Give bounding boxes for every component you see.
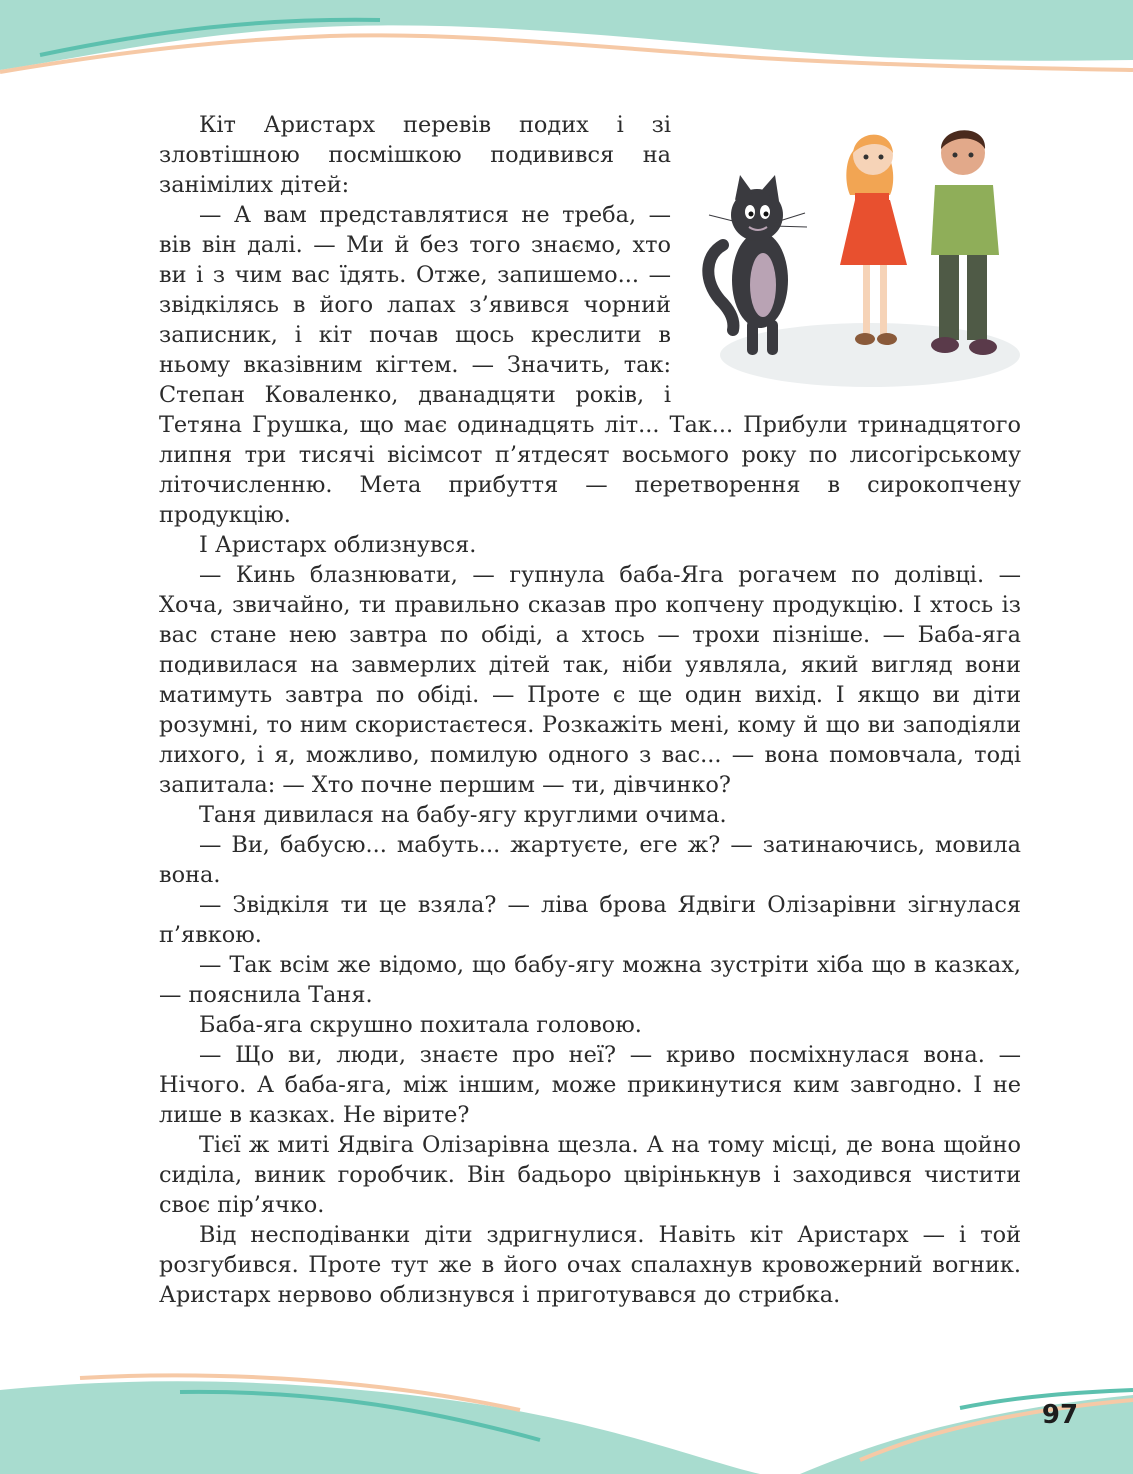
paragraph: — Що ви, люди, знаєте про неї? — криво посміхнулася вона. — Нічого. А баба-яга, між іншим, може прикинутися ким завгодно. І не лише в казках. Не вірите?: [159, 1042, 1021, 1128]
paragraph: — Звідкіля ти це взяла? — ліва брова Ядвіги Олізарівни зігнулася п’явкою.: [159, 892, 1021, 948]
paragraph: Кіт Аристарх перевів подих і зі зловтішною посмішкою подивився на занімілих дітей:: [159, 112, 671, 198]
paragraph: — А вам представлятися не треба, — вів він далі. — Ми й без того знаємо, хто ви і з чим вас їдять. Отже, запишемо... — звідкілясь в його лапах з’явився чорний записник, і кіт почав щось креслити в ньому вказівним кігтем. — Значить, так: Степан Коваленко, дванадцяти років, і Тетяна Грушка, що має одинадцять літ... Так... Прибули тринадцятого липня три тисячі вісімсот п’ятдесят восьмого року по лисогірському літочисленню. Мета прибуття — перетворення в сирокопчену продукцію.: [159, 202, 1021, 528]
paragraph: Від несподіванки діти здригнулися. Навіть кіт Аристарх — і той розгубився. Проте тут же в його очах спалахнув кровожерний вогник. Аристарх нервово облизнувся і приготувався до стрибка.: [159, 1222, 1021, 1308]
story-text: [159, 110, 1021, 1310]
paragraph: — Так всім же відомо, що бабу-ягу можна зустріти хіба що в казках, — пояснила Таня.: [159, 952, 1021, 1008]
paragraph: І Аристарх облизнувся.: [199, 532, 477, 558]
illustration-space: [671, 110, 1021, 410]
paragraph: Таня дивилася на бабу-ягу круглими очима.: [199, 802, 727, 828]
page-number: 97: [1041, 1400, 1079, 1430]
paragraph: — Кинь блазнювати, — гупнула баба-Яга рогачем по долівці. — Хоча, звичайно, ти правильно сказав про копчену продукцію. І хтось із вас стане нею завтра по обіді, а хтось — трохи пізніше. — Баба-яга подивилася на завмерлих дітей так, ніби уявляла, який вигляд вони матимуть завтра по обіді. — Проте є ще один вихід. І якщо ви діти розумні, то ним скористаєтеся. Розкажіть мені, кому й що ви заподіяли лихого, і я, можливо, помилую одного з вас... — вона помовчала, тоді запитала: — Хто почне першим — ти, дівчинко?: [159, 562, 1021, 798]
bottom-decorative-band: [0, 1370, 1133, 1474]
paragraph: — Ви, бабусю... мабуть... жартуєте, еге ж? — затинаючись, мовила вона.: [159, 832, 1021, 888]
paragraph: Тієї ж миті Ядвіга Олізарівна щезла. А на тому місці, де вона щойно сиділа, виник горобчик. Він бадьоро цвірінькнув і заходився чистити своє пір’ячко.: [159, 1132, 1021, 1218]
paragraph: Баба-яга скрушно похитала головою.: [199, 1012, 642, 1038]
top-decorative-band: [0, 0, 1133, 90]
